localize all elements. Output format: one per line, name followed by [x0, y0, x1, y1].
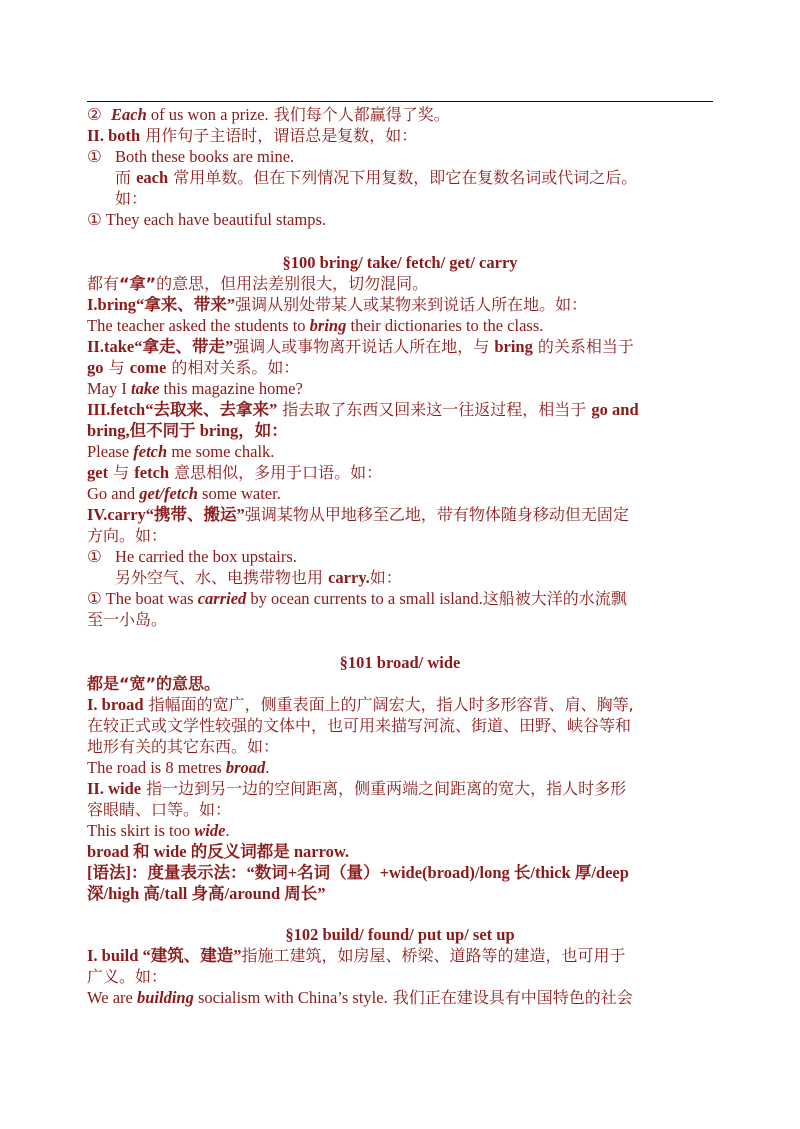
example-line: [87, 820, 713, 841]
note-keyword: carry.: [328, 568, 370, 587]
rule-text: 与: [108, 463, 135, 482]
intro-keyword: “拿”: [119, 274, 157, 293]
section-heading: §100 bring/ take/ fetch/ get/ carry: [282, 253, 518, 272]
rule-text: 意思相似，多用于口语。如：: [169, 463, 383, 482]
example-keyword: carried: [197, 589, 247, 608]
example-line: [87, 104, 713, 125]
rule-label: IV.carry“携带、搬运”: [87, 505, 245, 524]
example-translation: 我们每个人都赢得了奖。: [268, 105, 450, 124]
note-keyword: each: [136, 168, 169, 187]
rule-paragraph: [87, 694, 713, 715]
document-page: [87, 104, 713, 1008]
rule-text: 指幅面的宽广，侧重表面上的广阔宏大，指人时多形容背、肩、胸等,: [143, 695, 634, 714]
example-translation-cont: 至一小岛。: [87, 610, 168, 629]
example-keyword: get/fetch: [139, 484, 198, 503]
example-keyword: Each: [111, 105, 147, 124]
example-line: [87, 588, 713, 609]
rule-keyword: go and: [591, 400, 639, 419]
rule-label: I. broad: [87, 695, 144, 714]
example-text: May I: [87, 379, 131, 398]
antonym-note: broad 和 wide 的反义词都是 narrow.: [87, 842, 350, 861]
example-line: [87, 546, 713, 567]
rule-keyword: come: [129, 358, 167, 377]
section-heading: §102 build/ found/ put up/ set up: [285, 925, 515, 944]
example-keyword: bring: [309, 316, 347, 335]
note-line: [87, 188, 713, 209]
example-text: .: [265, 758, 270, 777]
rule-label: III.fetch“去取来、去拿来”: [87, 400, 278, 419]
example-text: The road is 8 metres: [87, 758, 226, 777]
rule-paragraph: [87, 294, 713, 315]
example-line: [87, 378, 713, 399]
example-line: [87, 987, 713, 1008]
rule-text: 强调从别处带某人或某物来到说话人所在地。如：: [235, 295, 588, 314]
rule-text: 强调人或事物离开说话人所在地，与: [233, 337, 495, 356]
rule-label: II.take“拿走、带走”: [87, 337, 234, 356]
example-text: me some chalk.: [167, 442, 275, 461]
note-text: 常用单数。但在下列情况下用复数，即它在复数名词或代词之后。: [168, 168, 638, 187]
note-text: 而: [115, 168, 137, 187]
example-text: by ocean currents to a small island.: [246, 589, 483, 608]
rule-paragraph-cont: 容眼睛、口等。如：: [87, 800, 232, 819]
example-keyword: fetch: [133, 442, 168, 461]
intro-text: 的意思，但用法差别很大，切勿混同。: [156, 274, 429, 293]
rule-paragraph-cont: 广义。如：: [87, 967, 168, 986]
section-intro: [87, 273, 713, 294]
example-text: of us won a prize.: [146, 105, 269, 124]
rule-paragraph: [87, 778, 713, 799]
header-rule: [87, 101, 713, 102]
example-line: [87, 441, 713, 462]
rule-paragraph: [87, 336, 713, 357]
note-text: 如：: [369, 568, 402, 587]
example-text: this magazine home?: [159, 379, 303, 398]
example-keyword: broad: [225, 758, 266, 777]
example-line: [87, 483, 713, 504]
example-text: We are: [87, 988, 137, 1007]
example-text: Both these books are mine.: [115, 147, 295, 166]
example-text: their dictionaries to the class.: [346, 316, 544, 335]
rule-text: 的关系相当于: [532, 337, 634, 356]
rule-keyword: go: [87, 358, 104, 377]
rule-text: 指去取了东西又回来这一往返过程，相当于: [277, 400, 592, 419]
intro-text: 都有: [87, 274, 120, 293]
rule-paragraph: [87, 504, 713, 525]
example-number: ②: [87, 105, 102, 124]
example-text: some water.: [197, 484, 281, 503]
note-text: 如：: [115, 189, 148, 208]
example-translation: 我们正在建设具有中国特色的社会: [387, 988, 633, 1007]
rule-text: 与: [103, 358, 130, 377]
example-text: He carried the box upstairs.: [115, 547, 297, 566]
rule-paragraph: [87, 125, 713, 146]
note-line: [87, 167, 713, 188]
rule-text: 指施工建筑，如房屋、桥梁、道路等的建造，也可用于: [241, 946, 626, 965]
grammar-note-cont: 深/high 高/tall 身高/around 周长”: [87, 884, 326, 903]
section-heading: §101 broad/ wide: [339, 653, 461, 672]
rule-text: 强调某物从甲地移至乙地，带有物体随身移动但无固定: [244, 505, 629, 524]
note-line: [87, 567, 713, 588]
example-number: ①: [87, 147, 102, 166]
rule-paragraph: [87, 399, 713, 420]
example-text: The teacher asked the students to: [87, 316, 310, 335]
example-keyword: building: [136, 988, 194, 1007]
example-keyword: wide: [194, 821, 226, 840]
rule-label: II. wide: [87, 779, 142, 798]
rule-text: 指一边到另一边的空间距离，侧重两端之间距离的宽大，指人时多形: [141, 779, 627, 798]
note-text: 另外空气、水、电携带物也用: [115, 568, 329, 587]
rule-paragraph-cont: 方向。如：: [87, 526, 168, 545]
rule-label: II. both: [87, 126, 141, 145]
example-text: .: [225, 821, 230, 840]
example-text: ① The boat was: [87, 589, 198, 608]
example-text: Please: [87, 442, 134, 461]
rule-keyword: bring: [494, 337, 533, 356]
rule-label: I. build “建筑、建造”: [87, 946, 242, 965]
rule-paragraph-cont: bring,但不同于 bring，如：: [87, 421, 288, 440]
rule-text: 的相对关系。如：: [166, 358, 300, 377]
example-line: [87, 146, 713, 167]
rule-keyword: get: [87, 463, 109, 482]
rule-paragraph: [87, 945, 713, 966]
example-line: [87, 757, 713, 778]
rule-label: I.bring“拿来、带来”: [87, 295, 236, 314]
example-text: This skirt is too: [87, 821, 195, 840]
rule-paragraph: [87, 462, 713, 483]
example-text: socialism with China’s style.: [193, 988, 388, 1007]
example-line: [87, 315, 713, 336]
section-intro: 都是“宽”的意思。: [87, 674, 221, 693]
example-translation: 这船被大洋的水流飘: [482, 589, 627, 608]
example-keyword: take: [131, 379, 160, 398]
rule-paragraph-cont: 地形有关的其它东西。如：: [87, 737, 280, 756]
example-line: ① They each have beautiful stamps.: [87, 210, 326, 229]
rule-text: 用作句子主语时，谓语总是复数，如：: [140, 126, 418, 145]
example-number: ①: [87, 547, 102, 566]
rule-keyword: fetch: [134, 463, 170, 482]
rule-paragraph-cont: [87, 357, 713, 378]
grammar-note: [语法]：度量表示法：“数词+名词（量）+wide(broad)/long 长/thick 厚/deep: [87, 863, 629, 882]
rule-paragraph-cont: 在较正式或文学性较强的文体中，也可用来描写河流、街道、田野、峡谷等和: [87, 716, 632, 735]
example-text: Go and: [87, 484, 140, 503]
